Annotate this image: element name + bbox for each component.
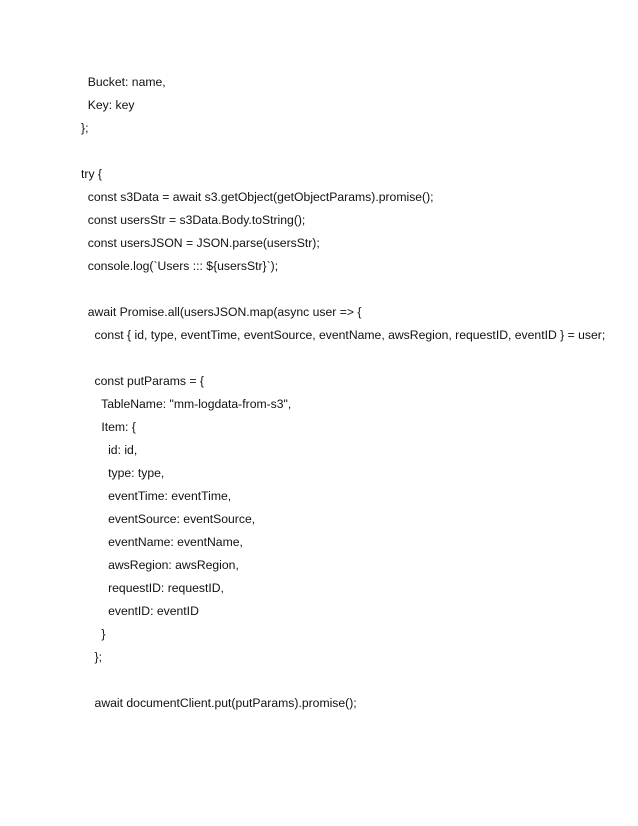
code-line-20: eventSource: eventSource, bbox=[81, 512, 256, 526]
code-line-7: const usersStr = s3Data.Body.toString(); bbox=[81, 213, 306, 227]
code-line-24: eventID: eventID bbox=[81, 604, 199, 618]
code-line-8: const usersJSON = JSON.parse(usersStr); bbox=[81, 236, 320, 250]
code-line-16: Item: { bbox=[81, 420, 136, 434]
code-line-26: }; bbox=[81, 650, 103, 664]
code-line-6: const s3Data = await s3.getObject(getObjectParams).promise(); bbox=[81, 190, 434, 204]
code-line-15: TableName: "mm-logdata-from-s3", bbox=[81, 397, 292, 411]
code-line-11: await Promise.all(usersJSON.map(async user => { bbox=[81, 305, 362, 319]
code-line-18: type: type, bbox=[81, 466, 165, 480]
code-line-23: requestID: requestID, bbox=[81, 581, 224, 595]
code-line-19: eventTime: eventTime, bbox=[81, 489, 232, 503]
code-line-3: }; bbox=[81, 121, 89, 135]
code-line-2: Key: key bbox=[81, 98, 135, 112]
code-line-14: const putParams = { bbox=[81, 374, 204, 388]
code-line-5: try { bbox=[81, 167, 102, 181]
code-line-28: await documentClient.put(putParams).promise(); bbox=[81, 696, 357, 710]
code-line-12: const { id, type, eventTime, eventSource, eventName, awsRegion, requestID, eventID } = user; bbox=[81, 328, 606, 342]
code-line-9: console.log(`Users ::: ${usersStr}`); bbox=[81, 259, 279, 273]
code-line-1: Bucket: name, bbox=[81, 75, 166, 89]
code-line-25: } bbox=[81, 627, 106, 641]
code-line-22: awsRegion: awsRegion, bbox=[81, 558, 239, 572]
code-line-21: eventName: eventName, bbox=[81, 535, 243, 549]
code-line-17: id: id, bbox=[81, 443, 138, 457]
